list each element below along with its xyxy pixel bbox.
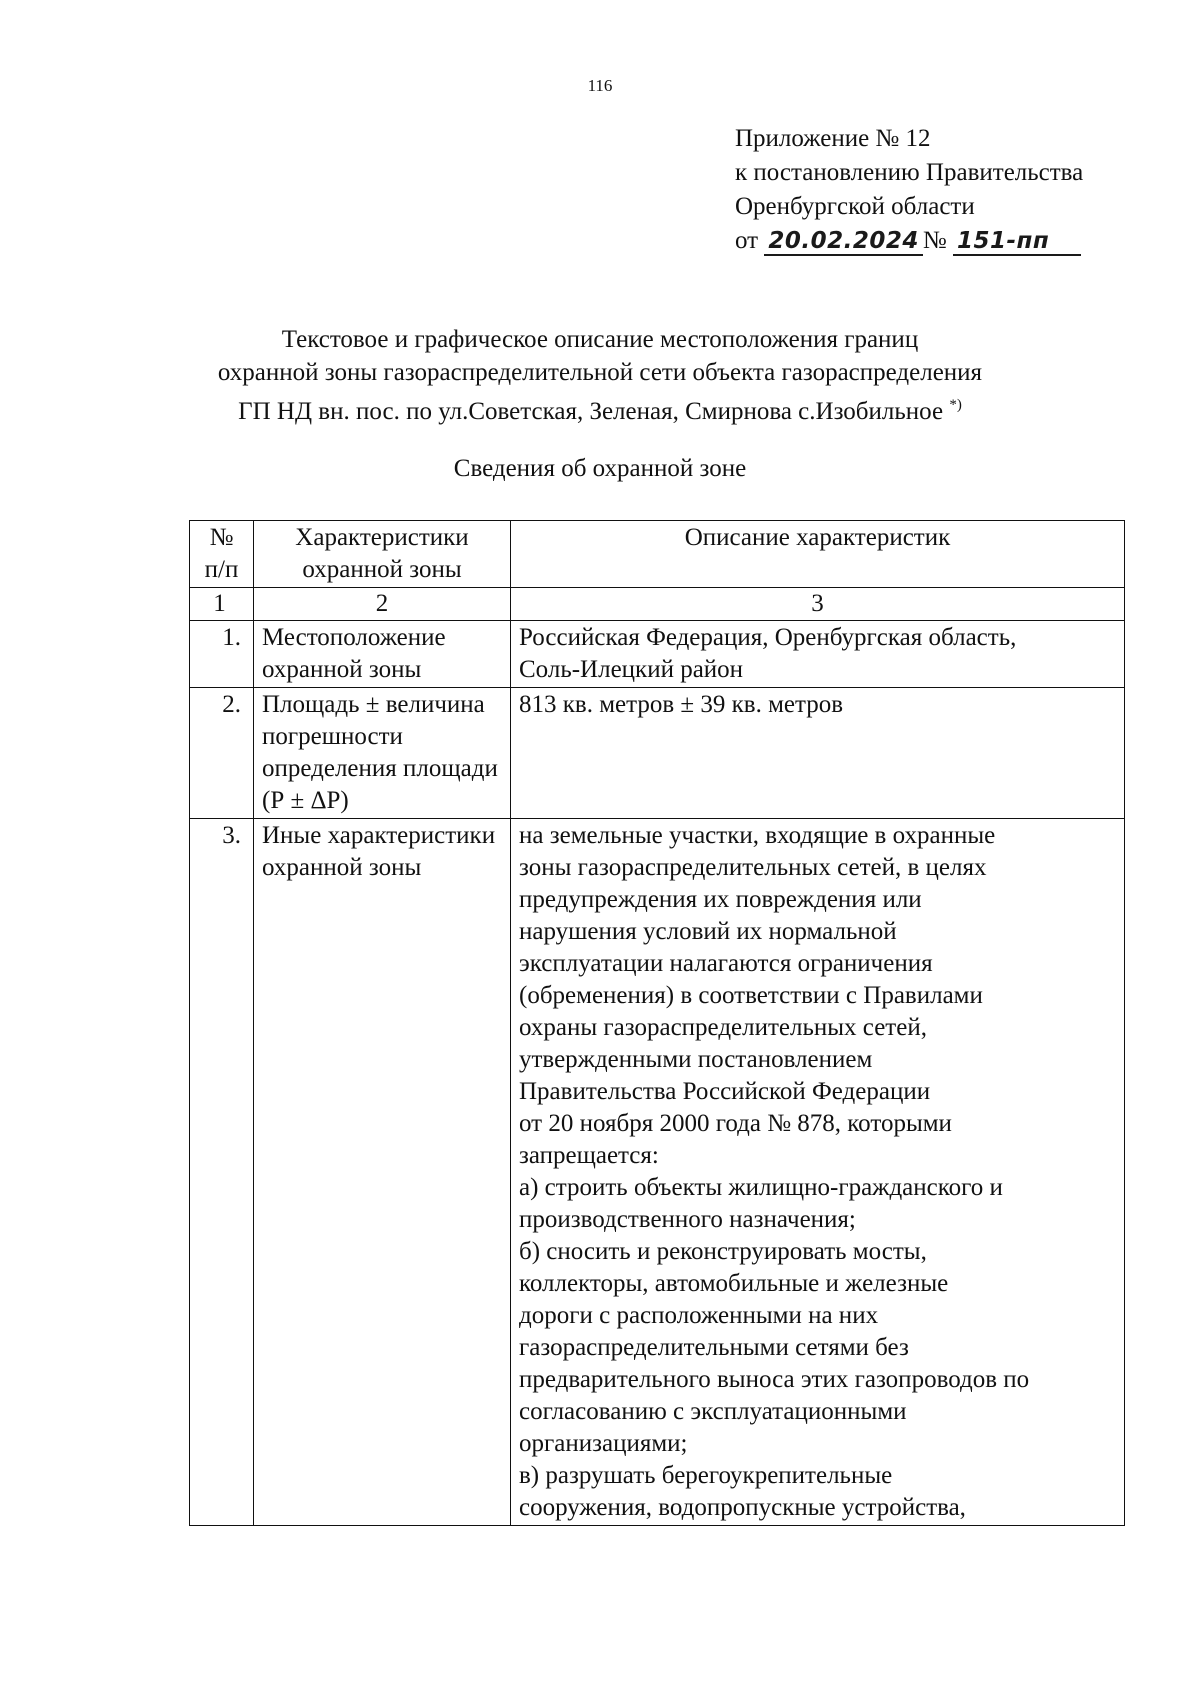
page-number: 116 xyxy=(587,76,613,95)
table-row xyxy=(190,621,1125,688)
row-characteristic: Иные характеристики охранной зоны xyxy=(254,819,511,1526)
column-number-row xyxy=(190,588,1125,621)
appendix-resolution: к постановлению Правительства xyxy=(735,159,1084,186)
column-number: 2 xyxy=(254,588,511,621)
row-characteristic: Местоположение охранной зоны xyxy=(254,621,511,688)
appendix-date-line xyxy=(735,224,1083,258)
column-number: 1 xyxy=(190,588,254,621)
title-line-2: охранной зоны газораспределительной сети объекта газораспределения xyxy=(217,359,983,386)
protection-zone-table xyxy=(189,520,1125,1526)
appendix-block xyxy=(735,122,1083,258)
row-number: 3. xyxy=(190,819,254,1526)
footnote-mark: *) xyxy=(949,397,962,413)
row-number: 2. xyxy=(190,688,254,819)
handwritten-number: 151-пп xyxy=(953,228,1081,256)
column-number: 3 xyxy=(511,588,1125,621)
table-row xyxy=(190,819,1125,1526)
handwritten-date: 20.02.2024 xyxy=(764,228,923,256)
row-description: Российская Федерация, Оренбургская область, Соль-Илецкий район xyxy=(511,621,1125,688)
row-number: 1. xyxy=(190,621,254,688)
header-characteristic: Характеристики охранной зоны xyxy=(254,521,511,588)
table-header-row xyxy=(190,521,1125,588)
table-row xyxy=(190,688,1125,819)
from-label: от xyxy=(735,227,759,254)
row-description: на земельные участки, входящие в охранные зоны газораспределительных сетей, в целях предупреждения их повреждения или нарушения условий их нормальной эксплуатации налагаются ограничения (обременения) в соответствии с Правилами охраны газораспределительных сетей, утвержденными постановлением Правительства Российской Федерации от 20 ноября 2000 года № 878, которыми запрещается: а) строить объекты жилищно-гражданского и производственного назначения; б) сносить и реконструировать мосты, коллекторы, автомобильные и железные дороги с расположенными на них газораспределительными сетями без предварительного выноса этих газопроводов по согласованию с эксплуатационными организациями; в) разрушать берегоукрепительные сооружения, водопропускные устройства, xyxy=(511,819,1125,1526)
title-line-3: ГП НД вн. пос. по ул.Советская, Зеленая, Смирнова с.Изобильное *) xyxy=(238,397,962,425)
header-description: Описание характеристик xyxy=(511,521,1125,588)
document-title xyxy=(0,323,1200,428)
appendix-region: Оренбургской области xyxy=(735,193,975,220)
row-characteristic: Площадь ± величина погрешности определения площади (Р ± ΔР) xyxy=(254,688,511,819)
section-subtitle: Сведения об охранной зоне xyxy=(453,455,747,482)
appendix-title: Приложение № 12 xyxy=(735,125,931,152)
header-number: № п/п xyxy=(190,521,254,588)
row-description: 813 кв. метров ± 39 кв. метров xyxy=(511,688,1125,819)
title-line-1: Текстовое и графическое описание местоположения границ xyxy=(281,326,919,353)
number-label: № xyxy=(922,227,947,254)
